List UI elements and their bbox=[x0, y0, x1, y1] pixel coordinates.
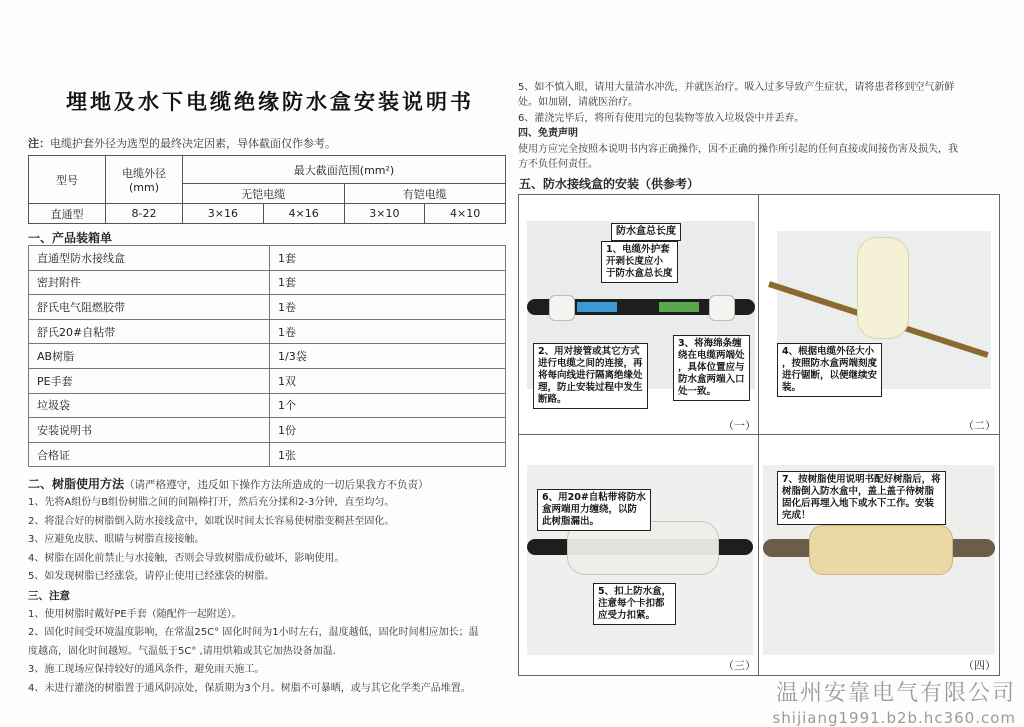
table-row bbox=[29, 319, 506, 344]
wire-green bbox=[659, 302, 699, 312]
watermark-company: 温州安靠电气有限公司 bbox=[775, 681, 1016, 706]
caution-line: 3、施工现场应保持较好的通风条件，避免雨天施工。 bbox=[28, 664, 265, 676]
item-name: 直通型防水接线盒 bbox=[29, 246, 270, 271]
item-name: 舒氏电气阻燃胶带 bbox=[29, 295, 270, 320]
callout-step-2: 2、用对接管或其它方式 进行电缆之间的连接，再 将每向线进行隔离绝缘处 理，防止安装过程中发生 断路。 bbox=[533, 343, 648, 409]
spec-cell: 直通型 bbox=[29, 204, 106, 224]
disclaimer-line: 使用方应完全按照本说明书内容正确操作，因不正确的操作所引起的任何直接或间接伤害及损失，我 bbox=[518, 143, 958, 155]
item-qty: 1张 bbox=[270, 442, 506, 467]
resin-step: 5、如发现树脂已经涨袋，请停止使用已经涨袋的树脂。 bbox=[28, 571, 275, 583]
spec-col-unarmored: 无铠电缆 bbox=[183, 184, 345, 204]
spec-cell: 3×16 bbox=[183, 204, 264, 224]
note-text: 电缆护套外径为选型的最终决定因素，导体截面仅作参考。 bbox=[50, 137, 336, 150]
item-name: 密封附件 bbox=[29, 270, 270, 295]
callout-step-3: 3、将海绵条缠 绕在电缆两端处 ，具体位置应与 防水盒两端入口 处一致。 bbox=[673, 335, 750, 401]
wire-blue bbox=[577, 302, 617, 312]
table-row bbox=[29, 344, 506, 369]
resin-step: 4、树脂在固化前禁止与水接触，否则会导致树脂成份破坏，影响使用。 bbox=[28, 552, 345, 564]
resin-step: 2、将混合好的树脂倒入防水接线盒中，如耽误时间太长容易使树脂变稠甚至固化。 bbox=[28, 515, 395, 527]
spec-col-section: 最大截面范围(mm²) bbox=[183, 156, 506, 184]
item-qty: 1份 bbox=[270, 418, 506, 443]
install-heading: 五、防水接线盒的安装（供参考） bbox=[519, 177, 700, 191]
panel-label: （二） bbox=[963, 419, 996, 432]
spec-cell: 4×16 bbox=[263, 204, 344, 224]
spec-col-model: 型号 bbox=[29, 156, 106, 204]
callout-step-7: 7、按树脂使用说明书配好树脂后，将 树脂倒入防水盒中，盖上盖子待树脂 固化后再埋入地下或水下工作。安装 完成！ bbox=[777, 471, 946, 525]
resin-step: 3、应避免皮肤、眼睛与树脂直接接触。 bbox=[28, 534, 205, 546]
caution-heading: 三、注意 bbox=[28, 589, 70, 602]
watermark bbox=[772, 676, 1016, 727]
caution-line: 1、使用树脂时戴好PE手套（随配件一起附送）。 bbox=[28, 608, 242, 620]
install-panel-3 bbox=[519, 435, 759, 675]
spec-cell: 8-22 bbox=[106, 204, 183, 224]
text-line: 5、如不慎入眼，请用大量清水冲洗，并就医治疗。吸入过多导致产生症状，请将患者移到空气新鲜 bbox=[518, 82, 955, 93]
text-line: 6、灌浇完毕后，将所有使用完的包装物等放入垃圾袋中并丢弃。 bbox=[518, 112, 805, 124]
caution-line: 度越高，固化时间越短。气温低于5C° ,请用烘箱或其它加热设备加温. bbox=[28, 645, 336, 657]
resin-step: 1、先将A组份与B组份树脂之间的间隔棒打开，然后充分揉和2-3分钟，直至均匀。 bbox=[28, 497, 395, 508]
spec-cell: 4×10 bbox=[425, 204, 506, 224]
right-column-text bbox=[518, 80, 1008, 172]
spec-col-diameter: 电缆外径 (mm) bbox=[106, 156, 183, 204]
callout-step-1: 1、电缆外护套 开剥长度应小 于防水盒总长度 bbox=[601, 241, 678, 283]
note-label: 注： bbox=[28, 137, 50, 150]
caution-line: 4、未进行灌浇的树脂置于通风阴凉处，保质期为3个月。树脂不可暴晒，或与其它化学类产品堆置。 bbox=[28, 682, 471, 694]
panel-label: （一） bbox=[723, 419, 756, 432]
table-row bbox=[29, 393, 506, 418]
item-qty: 1套 bbox=[270, 270, 506, 295]
box-image bbox=[809, 525, 953, 575]
note bbox=[28, 135, 336, 151]
item-name: 合格证 bbox=[29, 442, 270, 467]
packing-table bbox=[28, 245, 506, 467]
text-line: 处。如加剧，请就医治疗。 bbox=[518, 97, 638, 109]
watermark-url: shijiang1991.b2b.hc360.com bbox=[772, 709, 1016, 727]
callout-step-5: 5、扣上防水盒， 注意每个卡扣都 应受力扣紧。 bbox=[593, 583, 676, 625]
install-panel-4 bbox=[759, 435, 999, 675]
spec-cell: 3×10 bbox=[344, 204, 425, 224]
item-qty: 1个 bbox=[270, 393, 506, 418]
callout-step-4: 4、根据电缆外径大小 ，按照防水盒两端刻度 进行锯断，以便继续安 装。 bbox=[777, 343, 882, 397]
item-qty: 1卷 bbox=[270, 319, 506, 344]
spec-table bbox=[28, 155, 506, 224]
item-qty: 1/3袋 bbox=[270, 344, 506, 369]
table-row bbox=[29, 442, 506, 467]
grid-divider-horizontal bbox=[518, 434, 1000, 435]
item-name: 安装说明书 bbox=[29, 418, 270, 443]
table-row bbox=[29, 368, 506, 393]
table-row bbox=[29, 418, 506, 443]
table-row bbox=[29, 295, 506, 320]
grid-divider-vertical bbox=[758, 194, 759, 676]
install-panel-1 bbox=[519, 195, 759, 435]
item-qty: 1卷 bbox=[270, 295, 506, 320]
item-name: 舒氏20#自粘带 bbox=[29, 319, 270, 344]
callout-total-length: 防水盒总长度 bbox=[611, 223, 681, 241]
panel-label: （三） bbox=[723, 659, 756, 672]
resin-heading-note: （请严格遵守，违反如下操作方法所造成的一切后果我方不负责） bbox=[124, 479, 429, 491]
disclaimer-line: 方不负任何责任。 bbox=[518, 159, 598, 171]
callout-step-6: 6、用20#自粘带将防水 盒两端用力缠绕，以防 此树脂漏出。 bbox=[537, 489, 651, 531]
item-name: 垃圾袋 bbox=[29, 393, 270, 418]
resin-section bbox=[28, 475, 479, 699]
install-panel-2 bbox=[759, 195, 999, 435]
seal-right bbox=[709, 295, 735, 321]
item-name: PE手套 bbox=[29, 368, 270, 393]
document-title: 埋地及水下电缆绝缘防水盒安装说明书 bbox=[66, 89, 474, 114]
caution-line: 2、固化时间受环境温度影响，在常温25C° 固化时间为1小时左右，温度越低，固化时间相应加长；温 bbox=[28, 627, 479, 639]
item-qty: 1双 bbox=[270, 368, 506, 393]
table-row bbox=[29, 270, 506, 295]
packing-heading: 一、产品装箱单 bbox=[28, 231, 113, 245]
box-end-image bbox=[857, 237, 909, 339]
seal-left bbox=[549, 295, 575, 321]
panel-label: （四） bbox=[963, 659, 996, 672]
item-qty: 1套 bbox=[270, 246, 506, 271]
install-grid bbox=[518, 194, 1000, 676]
item-name: AB树脂 bbox=[29, 344, 270, 369]
table-row bbox=[29, 246, 506, 271]
disclaimer-heading: 四、免责声明 bbox=[518, 128, 578, 140]
resin-heading: 二、树脂使用方法 bbox=[28, 477, 125, 491]
spec-col-armored: 有铠电缆 bbox=[344, 184, 506, 204]
spec-row bbox=[29, 204, 506, 224]
